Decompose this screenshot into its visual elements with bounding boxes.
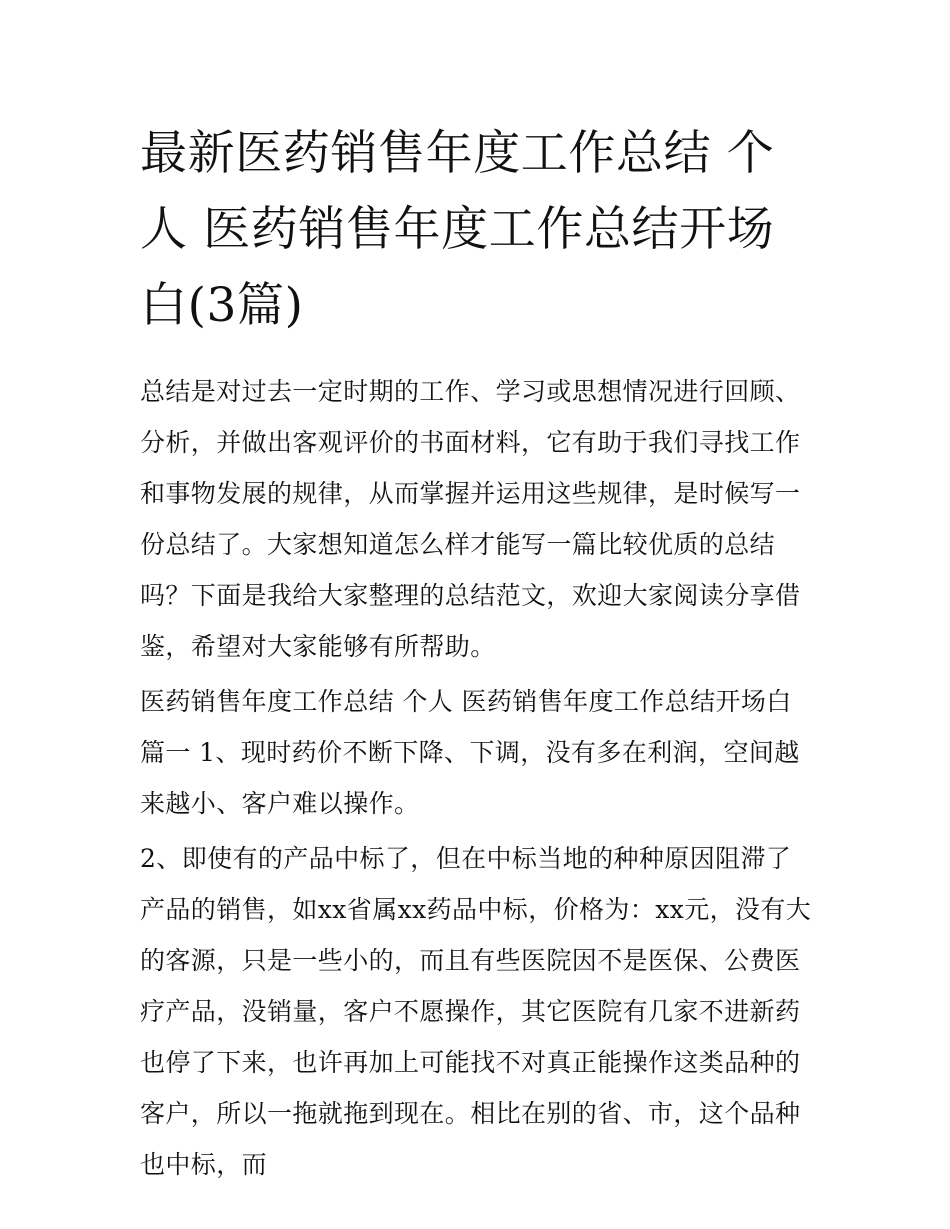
document-body: [140, 366, 812, 1190]
paragraph-intro: 总结是对过去一定时期的工作、学习或思想情况进行回顾、分析，并做出客观评价的书面材料，它有助于我们寻找工作和事物发展的规律，从而掌握并运用这些规律，是时候写一份总结了。大家想知道怎么样才能写一篇比较优质的总结吗？下面是我给大家整理的总结范文，欢迎大家阅读分享借鉴，希望对大家能够有所帮助。: [140, 377, 801, 661]
paragraph-section-one: 医药销售年度工作总结 个人 医药销售年度工作总结开场白篇一 1、现时药价不断下降、下调，没有多在利润，空间越来越小、客户难以操作。: [140, 687, 800, 818]
paragraph-point-two: 2、即使有的产品中标了，但在中标当地的种种原因阻滞了产品的销售，如xx省属xx药品中标，价格为：xx元，没有大的客源，只是一些小的，而且有些医院因不是医保、公费医疗产品，没销量，客户不愿操作，其它医院有几家不进新药也停了下来，也许再加上可能找不对真正能操作这类品种的客户，所以一拖就拖到现在。相比在别的省、市，这个品种也中标，而: [140, 844, 812, 1179]
document-content: [140, 116, 812, 1190]
document-title: 最新医药销售年度工作总结 个人 医药销售年度工作总结开场白(3篇): [140, 126, 775, 333]
